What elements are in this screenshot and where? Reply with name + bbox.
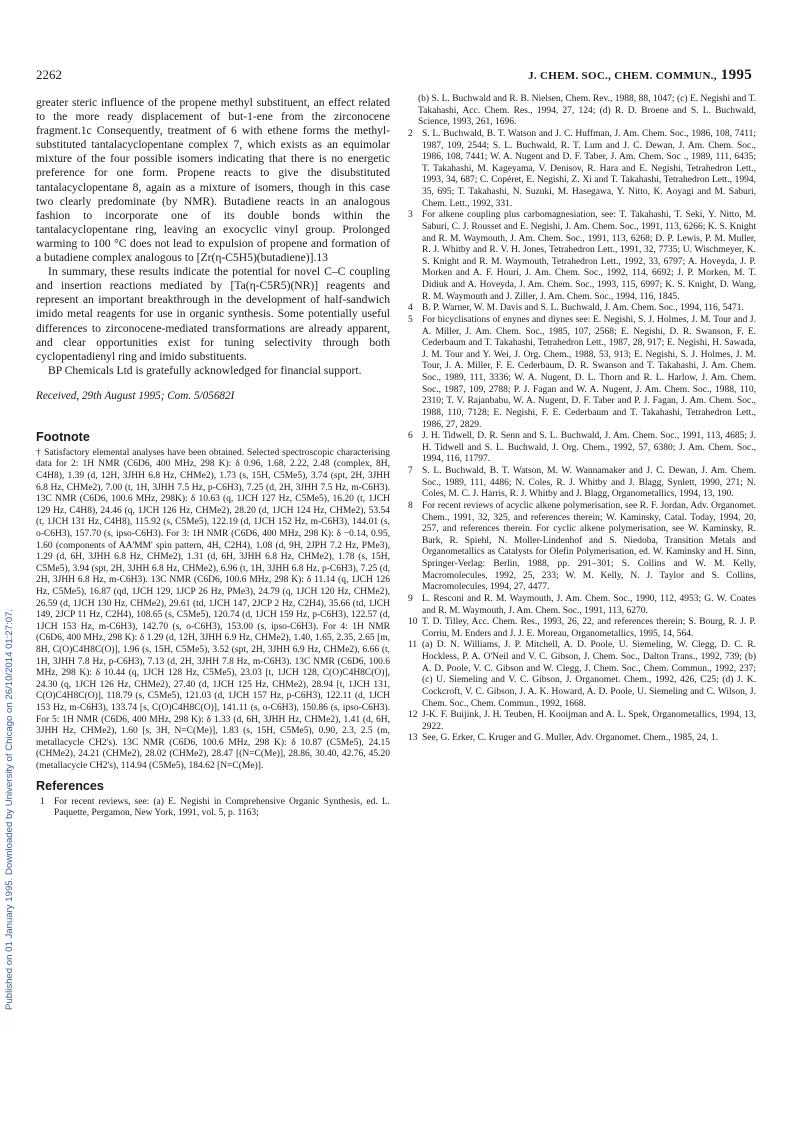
reference-item (404, 129, 756, 210)
body-paragraph-3: BP Chemicals Ltd is gratefully acknowledged for financial support. (48, 363, 362, 377)
reference-text: For bicyclisations of enynes and diynes see: E. Negishi, S. J. Holmes, J. M. Tour and J. A. Miller, J. Am. Chem. Soc., 1985, 107, 2568; E. Negishi, D. R. Swanson, F. E. Cederbaum and T. Takahashi, Tetrahedron Lett., 1987, 28, 917; E. Negishi, H. Sawada, J. M. Tour and Y. Wei, J. Org. Chem., 1988, 53, 913; E. Negishi, S. J. Holmes, J. M. Tour, J. A. Miller, F. E. Cederbaum, D. R. Swanson and T. Takahashi, J. Am. Chem. Soc., 1989, 111, 3336; W. A. Nugent, D. L. Thorn and R. L. Harlow, J. Am. Chem. Soc., 1987, 109, 2788; P. J. Fagan and W. A. Nugent, J. Am. Chem. Soc., 1988, 110, 2310; T. V. Rajanbabu, W. A. Nugent, D. F. Taber and P. J. Fagan, J. Am. Chem. Soc., 1988, 110, 7128; E. Negishi, F. E. Cederbaum and T. Takahashi, Tetrahedron Lett., 1986, 27, 2829. (422, 314, 756, 430)
reference-number: 3 (408, 210, 413, 221)
reference-list-right (404, 94, 756, 745)
reference-item (404, 210, 756, 303)
footnote-text: † Satisfactory elemental analyses have been obtained. Selected spectroscopic characterising data for 2: 1H NMR (C6D6, 400 MHz, 298 K): δ 0.96, 1.68, 2.22, 2.48 (complex, 8H, C4H8), 1.39 (d, 12H, 3JHH 6.8 Hz, CHMe2), 1.73 (s, 15H, C5Me5), 3.74 (spt, 2H, 3JHH 6.8 Hz, CHMe2), 7.00 (t, 1H, 3JHH 7.5 Hz, p-C6H3), 7.25 (d, 2H, 3JHH 7.5 Hz, m-C6H3). 13C NMR (C6D6, 100.6 MHz, 298K): δ 10.63 (q, 1JCH 127 Hz, C5Me5), 16.20 (t, 1JCH 129 Hz, C4H8), 24.46 (q, 1JCH 126 Hz, CHMe2), 28.20 (d, 1JCH 124 Hz, CHMe2), 53.54 (t, 1JCH 131 Hz, C4H8), 115.92 (s, C5Me5), 122.19 (d, 1JCH 152 Hz, m-C6H3), 144.01 (s, o-C6H3), 157.70 (s, ipso-C6H3). For 3: 1H NMR (C6D6, 400 MHz, 298 K): δ −0.14, 0.95, 1.60 (components of AA'MM' spin pattern, 4H, C2H4), 1.08 (d, 9H, 2JPH 7.2 Hz, PMe3), 1.29 (d, 6H, 3JHH 6.8 Hz, CHMe2), 1.31 (d, 6H, 3JHH 6.8 Hz, CHMe2), 1.78 (s, 15H, C5Me5), 3.94 (spt, 2H, 3JHH 6.8 Hz, CHMe2), 6.96 (t, 1H, 3JHH 6.8 Hz, p-C6H3), 7.25 (d, 2H, 3JHH 6.8 Hz, m-C6H3). 13C NMR (C6D6, 100.6 MHz, 298 K): δ 11.14 (q, 1JCH 126 Hz, C5Me5), 16.87 (qd, 1JCH 129, 1JCP 26 Hz, PMe3), 24.79 (q, 1JCH 120 Hz, CHMe2), 26.59 (d, 1JCH 130 Hz, CHMe2), 29.61 (td, 1JCH 147, 2JCP 2 Hz, C2H4), 35.66 (td, 1JCH 149, 2JCP 11 Hz, C2H4), 108.65 (s, C5Me5), 120.74 (d, 1JCH 159 Hz, p-C6H3), 122.57 (d, 1JCH 153 Hz, m-C6H3), 142.70 (s, o-C6H3), 153.00 (s, ipso-C6H3). For 4: 1H NMR (C6D6, 400 MHz, 298 K): δ 1.29 (d, 12H, 3JHH 6.9 Hz, CHMe2), 1.40, 1.65, 2.35, 2.65 [m, 8H, C(O)C4H8C(O)], 1.96 (s, 15H, C5Me5), 3.52 (spt, 2H, 3JHH 6.9 Hz, CHMe2), 6.66 (t, 1H, 3JHH 7.8 Hz, p-C6H3), 7.13 (d, 2H, 3JHH 7.8 Hz, m-C6H3). 13C NMR (C6D6, 100.6 MHz, 298 K): δ 10.44 (q, 1JCH 128 Hz, C5Me5), 23.03 [t, 1JCH 128, C(O)C4H8C(O)], 24.30 (q, 1JCH 126 Hz, CHMe2), 27.40 (d, 1JCH 125 Hz, CHMe2), 28.94 [t, 1JCH 131, C(O)C4H8C(O)], 118.79 (s, C5Me5), 121.03 (d, 1JCH 157 Hz, p-C6H3), 122.11 (d, 1JCH 153 Hz, m-C6H3), 133.74 [s, C(O)C4H8C(O)], 141.11 (s, o-C6H3), 150.86 (s, ipso-C6H3). For 5: 1H NMR (C6D6, 400 MHz, 298 K): δ 1.33 (d, 6H, 3JHH Hz, CHMe2), 1.41 (d, 6H, 3JHH Hz, CHMe2), 1.60 [s, 3H, N=C(Me)], 1.83 (s, 15H, C5Me5), 0.90, 2.3, 2.5 (m, metallacycle CH2's). 13C NMR (C6D6, 100.6 MHz, 298 K): δ 10.87 (C5Me5), 24.15 (CHMe2), 24.21 (CHMe2), 28.02 (CHMe2), 28.47 [(N=C(Me)], 28.86, 30.40, 42.76, 45.20 (metallacycle CH2's), 114.94 (C5Me5), 184.62 [N=C(Me)]. (36, 447, 390, 771)
reference-text: For alkene coupling plus carbomagnesiation, see: T. Takahashi, T. Seki, Y. Nitto, M. Saburi, C. J. Rousset and E. Negishi, J. Am. Chem. Soc., 1991, 113, 6266; K. S. Knight and R. M. Waymouth, J. Am. Chem. Soc., 1991, 113, 6268; D. P. Lewis, P. M. Muller, R. J. Whitby and R. V. H. Jones, Tetrahedron Lett., 1991, 32, 7735; U. Wischmeyer, K. S. Knight and R. M. Waymouth, Tetrahedron Lett., 1992, 33, 6797; A. Hoveyda, J. P. Morken and A. F. Houri, J. Am. Chem. Soc., 1992, 114, 6692; J. P. Morken, M. T. Didiuk and A. Hoveyda, J. Am. Chem. Soc., 1993, 115, 6997; K. S. Knight, D. Wang, R. M. Waymouth and J. Ziller, J. Am. Chem. Soc., 1994, 116, 1845. (422, 210, 756, 302)
reference-text: (b) S. L. Buchwald and R. B. Nielsen, Chem. Rev., 1988, 88, 1047; (c) E. Negishi and T. Takahashi, Acc. Chem. Res., 1994, 27, 124; (d) R. D. Broene and S. L. Buchwald, Science, 1993, 261, 1696. (418, 94, 756, 128)
page-number: 2262 (36, 67, 62, 82)
reference-number: 6 (408, 431, 413, 442)
received-date: Received, 29th August 1995; Com. 5/05682I (36, 389, 235, 402)
journal-title: J. CHEM. SOC., CHEM. COMMUN., (528, 70, 717, 82)
reference-item (404, 431, 756, 466)
reference-item (36, 797, 390, 820)
reference-text: (a) D. N. Williams, J. P. Mitchell, A. D. Poole, U. Siemeling, W. Clegg, D. C. R. Hockless, P. A. O'Neil and V. C. Gibson, J. Chem. Soc., Dalton Trans., 1992, 739; (b) A. D. Poole, V. C. Gibson and W. Clegg, J. Chem. Soc., Chem. Commun., 1992, 237; (c) U. Siemeling and V. C. Gibson, J. Organomet. Chem., 1992, 426, C25; (d) J. K. Cockcroft, V. C. Gibson, J. A. K. Howard, A. D. Poole, U. Siemeling and C. Wilson, J. Chem. Soc., Chem. Commun., 1992, 1668. (422, 640, 756, 709)
reference-number: 13 (408, 733, 418, 744)
reference-text: S. L. Buchwald, B. T. Watson, M. W. Wannamaker and J. C. Dewan, J. Am. Chem. Soc., 1989, 111, 4486; N. Coles, R. J. Whitby and J. Blagg, Synlett, 1990, 271; N. Coles, M. C. J. Harris, R. J. Whitby and J. Blagg, Organometallics, 1994, 13, 190. (422, 466, 756, 500)
reference-number: 2 (408, 128, 413, 139)
reference-item (404, 617, 756, 640)
reference-number: 11 (408, 640, 418, 651)
reference-number: 7 (408, 466, 413, 476)
reference-item (404, 501, 756, 594)
reference-number: 9 (408, 593, 413, 604)
reference-text: For recent reviews, see: (a) E. Negishi in Comprehensive Organic Synthesis, ed. L. Paquette, Pergamon, New York, 1991, vol. 5, p. 1163; (54, 796, 390, 819)
reference-number: 5 (408, 314, 413, 325)
reference-text: See, G. Erker, C. Kruger and G. Muller, Adv. Organomet. Chem., 1985, 24, 1. (422, 733, 719, 744)
references-heading: References (36, 778, 104, 793)
left-column (36, 96, 390, 820)
body-paragraph-2: In summary, these results indicate the potential for novel C–C coupling and insertion reactions mediated by [Ta(η-C5R5)(NR)] reagents and represent an important breakthrough in the development of half-sandwich imido metal reagents for use in organic synthesis. Some potentially useful differences to zirconocene-mediated transformations are already apparent, and clear opportunities exist for tuning selectivity through both cyclopentadienyl ring and imido substituents. (36, 265, 390, 363)
journal-year: 1995 (720, 67, 752, 83)
reference-text: J. H. Tidwell, D. R. Senn and S. L. Buchwald, J. Am. Chem. Soc., 1991, 113, 4685; J. H. Tidwell and S. L. Buchwald, J. Org. Chem., 1992, 57, 6380; J. Am. Chem. Soc., 1994, 116, 11797. (422, 431, 756, 465)
reference-item (404, 303, 756, 315)
right-column (404, 94, 756, 745)
reference-number: 4 (408, 303, 413, 314)
reference-text: For recent reviews of acyclic alkene polymerisation, see R. F. Jordan, Adv. Organomet. Chem., 1991, 32, 325, and references therein; W. Kaminsky, Catal. Today, 1994, 20, 257, and references therein. For cyclic alkene polymerisation, see W. Kaminsky, R. Bark, R. Spiehl, N. Moller-Lindenhof and S. Niedoba, Transition Metals and Organometallics as Catalysts for Olefin Polymerisation, ed. W. Kaminsky and H. Sinn, Springer-Verlag: Berlin, 1988, pp. 291–301; S. Collins and W. M. Kelly, Macromolecules, 1992, 25, 233; W. M. Kelly, N. J. Taylor and S. Collins, Macromolecules, 1994, 27, 4477. (422, 500, 756, 593)
body-paragraph-1: greater steric influence of the propene methyl substituent, an effect related to the more ready displacement of but-1-ene from the zirconocene fragment.1c Consequently, treatment of 6 with ethene forms the methyl-substituted tantalacyclopentane complex 7, which exists as an equimolar mixture of the four possible isomers indicating that there is no energetic preference for one form. Propene reacts to give the disubstituted tantalacyclopentane 8, again as a mixture of isomers, though in this case two clearly predominate (by NMR). Butadiene reacts in an analogous fashion to incorporate one of its double bonds within the tantalacyclopentane ring, leaving an exocyclic vinyl group. Prolonged warming to 100 °C does not lead to expulsion of propene and formation of a butadiene complex analogous to [Zr(η-C5H5)(butadiene)].13 (36, 96, 390, 265)
reference-item (404, 315, 756, 431)
reference-text: B. P. Warner, W. M. Davis and S. L. Buchwald, J. Am. Chem. Soc., 1994, 116, 5471. (422, 303, 744, 314)
reference-text: J-K. F. Buijink, J. H. Teuben, H. Kooijman and A. L. Spek, Organometallics, 1994, 13, 2922. (422, 710, 756, 732)
reference-item (404, 466, 756, 501)
reference-item (404, 640, 756, 710)
reference-number: 10 (408, 617, 418, 628)
reference-item (404, 594, 756, 617)
reference-number: 1 (40, 796, 45, 807)
reference-text: T. D. Tilley, Acc. Chem. Res., 1993, 26, 22, and references therein; S. Bourg, R. J. P. Corriu, M. Enders and J. J. E. Moreau, Organometallics, 1995, 14, 564. (422, 617, 756, 639)
reference-item (404, 733, 756, 745)
reference-list-left (36, 797, 390, 820)
download-watermark: Published on 01 January 1995. Downloaded by University of Chicago on 26/10/2014 01:27:07. (4, 608, 15, 1010)
reference-text: S. L. Buchwald, B. T. Watson and J. C. Huffman, J. Am. Chem. Soc., 1986, 108, 7411; 1987, 109, 2544; S. L. Buchwald, R. T. Lum and J. C. Dewan, J. Am. Chem. Soc., 1986, 108, 7441; W. A. Nugent and D. F. Taber, J. Am. Chem. Soc ., 1989, 111, 6435; T. Takahashi, M. Kageyama, V. Denisov, R. Hara and E. Negishi, Tetrahedron Lett., 1993, 34, 687; C. Copéret, E. Negishi, Z. Xi and T. Takahashi, Tetrahedron Lett., 1994, 35, 695; T. Takahashi, N. Suzuki, M. Hasegawa, Y. Nitto, K. Aoyagi and M. Saburi, Chem. Lett., 1992, 331. (422, 128, 756, 209)
reference-text: L. Resconi and R. M. Waymouth, J. Am. Chem. Soc., 1990, 112, 4953; G. W. Coates and R. M. Waymouth, J. Am. Chem. Soc., 1991, 113, 6270. (422, 593, 756, 616)
reference-number: 12 (408, 710, 418, 721)
reference-item (404, 94, 756, 129)
journal-header (528, 67, 752, 84)
reference-item (404, 710, 756, 733)
footnote-heading: Footnote (36, 429, 90, 444)
reference-number: 8 (408, 500, 413, 511)
